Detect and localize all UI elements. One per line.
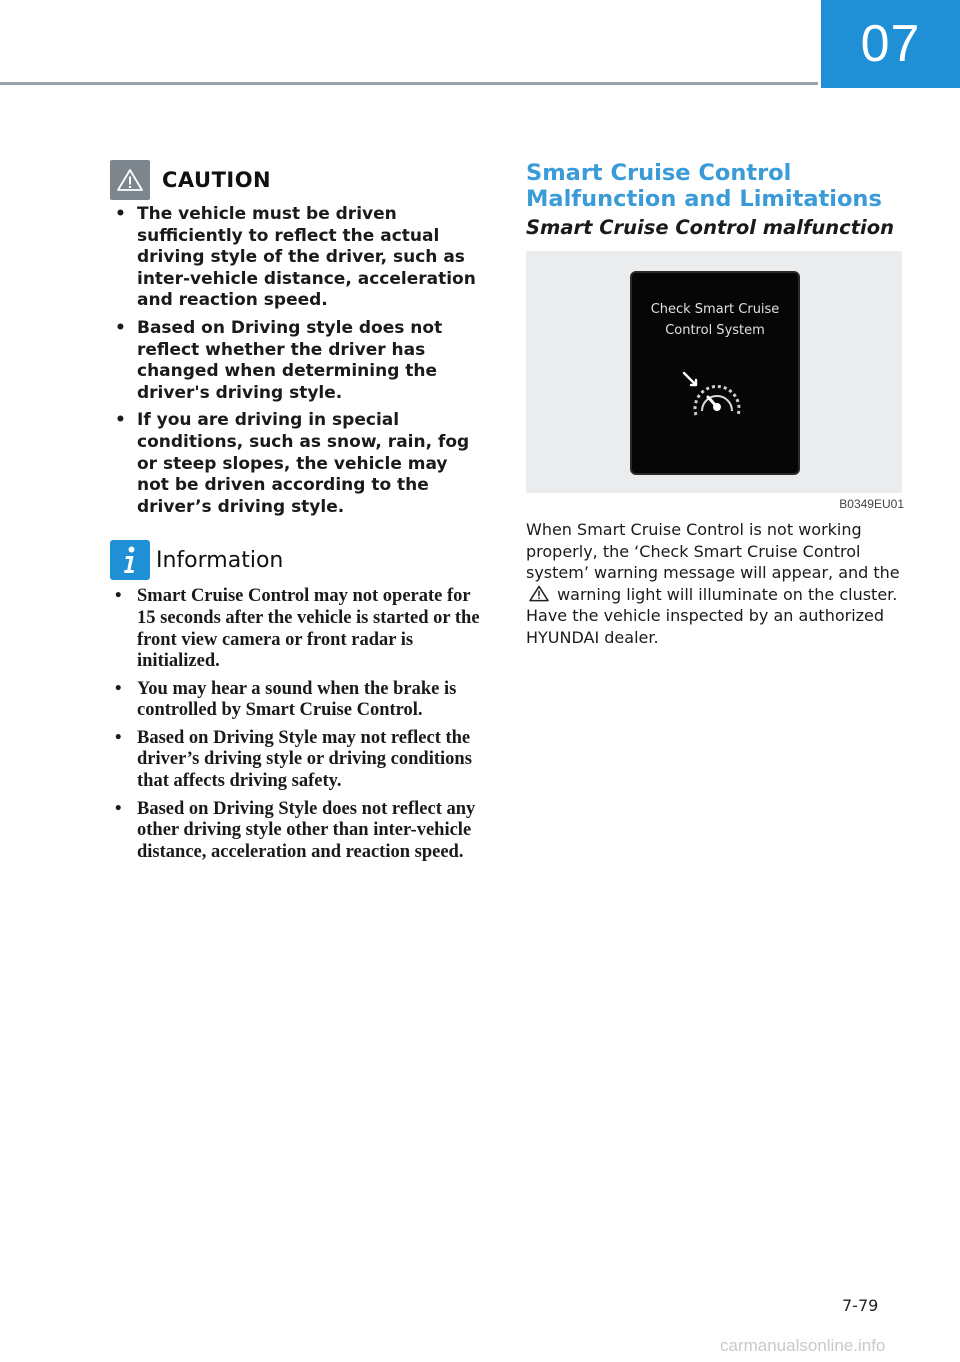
cluster-display — [630, 271, 800, 475]
list-item: • Smart Cruise Control may not operate for 15 seconds after the vehicle is started or the front view camera or front radar is initialized. — [115, 586, 480, 672]
cluster-message: Check Smart Cruise Control System — [650, 302, 780, 338]
list-item: • If you are driving in special conditions, such as snow, rain, fog or steep slopes, the vehicle may not be driven according to the driver’s driving style. — [115, 410, 470, 517]
list-item: • Based on Driving Style does not reflect any other driving style other than inter-vehicle distance, acceleration and reaction speed. — [115, 798, 476, 862]
page-number: 7-79 — [842, 1296, 879, 1315]
information-header — [110, 540, 482, 580]
section-title-line: Smart Cruise Control — [526, 160, 792, 186]
left-column — [110, 160, 482, 869]
smart-cruise-gauge-icon — [680, 369, 752, 425]
information-list — [110, 586, 482, 863]
watermark: carmanualsonline.info — [720, 1336, 886, 1355]
list-item: • Based on Driving Style may not reflect the driver’s driving style or driving conditions that affects driving safety. — [115, 727, 472, 792]
warning-triangle-icon — [528, 585, 550, 602]
figure-code: B0349EU01 — [839, 497, 904, 511]
malfunction-description: When Smart Cruise Control is not working properly, the ‘Check Smart Cruise Control system’ warning message will appear, and the warning light will illuminate on the cluster. Have the vehicle inspected by an authorized HYUNDAI dealer. — [526, 520, 900, 647]
right-column — [526, 160, 904, 649]
list-item: • You may hear a sound when the brake is controlled by Smart Cruise Control. — [115, 678, 457, 721]
header-rule — [0, 82, 818, 85]
subsection-title: Smart Cruise Control malfunction — [526, 216, 895, 239]
info-icon — [110, 540, 150, 580]
caution-title: CAUTION — [162, 168, 272, 192]
list-item: • The vehicle must be driven sufficiently to reflect the actual driving style of the driver, such as inter-vehicle distance, acceleration and reaction speed. — [115, 204, 476, 311]
information-title: Information — [156, 547, 284, 573]
caution-header — [110, 160, 482, 200]
warning-triangle-icon — [110, 160, 150, 200]
chapter-tab: 07 — [821, 0, 960, 88]
section-title — [526, 160, 904, 212]
cluster-figure — [526, 251, 902, 493]
caution-list — [110, 204, 482, 518]
section-title-line: Malfunction and Limitations — [526, 186, 882, 212]
list-item: • Based on Driving style does not reflect whether the driver has changed when determining the driver's driving style. — [115, 317, 443, 403]
